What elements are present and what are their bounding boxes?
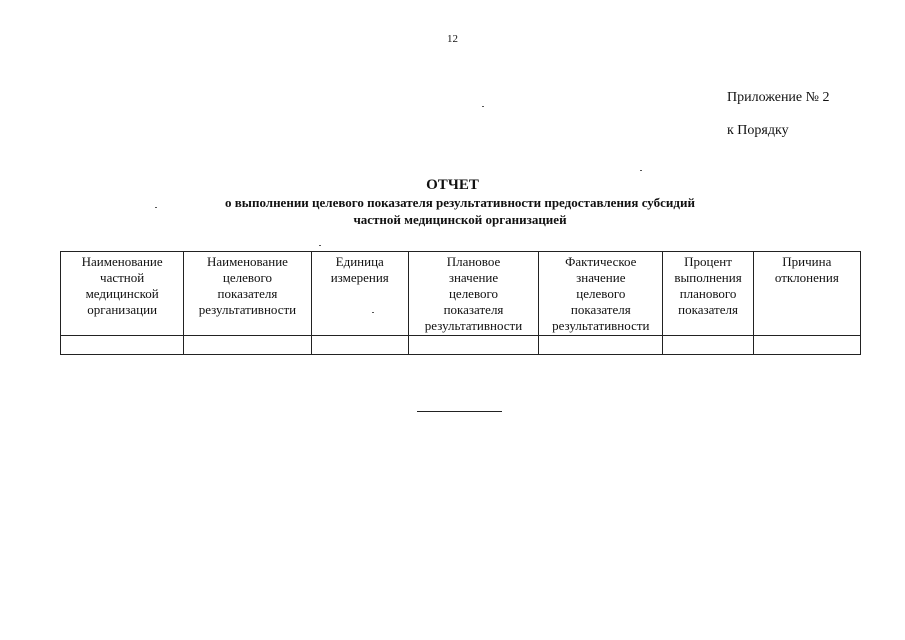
header-cell-indicator-name [184, 252, 311, 336]
scan-speck [319, 245, 321, 246]
report-table [60, 251, 861, 355]
table-cell [408, 336, 538, 355]
table-cell [539, 336, 663, 355]
scan-speck [640, 170, 642, 171]
header-cell-unit [311, 252, 408, 336]
header-line: результативности [552, 318, 650, 333]
header-line: Причина [782, 254, 832, 269]
header-line: измерения [330, 270, 389, 285]
header-line: медицинской [85, 286, 159, 301]
table-cell [61, 336, 184, 355]
header-line: Плановое [446, 254, 501, 269]
table-cell [184, 336, 311, 355]
report-subtitle [0, 194, 905, 228]
header-line: целевого [448, 286, 499, 301]
header-line: Процент [684, 254, 732, 269]
header-line: Наименование [81, 254, 163, 269]
appendix-reference: к Порядку [727, 123, 789, 138]
report-subtitle-line-2: частной медицинской организацией [353, 212, 567, 227]
header-line: целевого [222, 270, 272, 285]
header-line: показателя [678, 302, 738, 317]
appendix-label: Приложение № 2 [727, 90, 830, 105]
closing-rule [417, 411, 502, 412]
report-title: ОТЧЕТ [426, 177, 479, 193]
header-line: Единица [335, 254, 384, 269]
header-line: целевого [576, 286, 626, 301]
report-subtitle-line-1: о выполнении целевого показателя результативности предоставления субсидий [225, 195, 695, 210]
scan-speck [372, 312, 374, 313]
header-line: показателя [217, 286, 278, 301]
header-cell-organization [61, 252, 184, 336]
header-cell-deviation-reason [753, 252, 860, 336]
header-line: выполнения [674, 270, 742, 285]
table-row [61, 336, 861, 355]
header-line: показателя [570, 302, 631, 317]
header-line: значение [448, 270, 499, 285]
header-line: организации [87, 302, 158, 317]
header-cell-completion-percent [663, 252, 753, 336]
header-cell-planned-value [408, 252, 538, 336]
header-line: Фактическое [565, 254, 637, 269]
table-cell [311, 336, 408, 355]
header-line: результативности [198, 302, 297, 317]
header-line: показателя [443, 302, 504, 317]
header-line: Наименование [206, 254, 288, 269]
header-line: значение [576, 270, 626, 285]
scan-speck [155, 207, 157, 208]
header-line: частной [100, 270, 145, 285]
table-cell [753, 336, 860, 355]
header-line: результативности [424, 318, 523, 333]
table-body [61, 336, 861, 355]
header-row [61, 252, 861, 336]
page-number: 12 [447, 33, 458, 45]
header-cell-actual-value [539, 252, 663, 336]
table-cell [663, 336, 753, 355]
header-line: отклонения [774, 270, 839, 285]
scan-speck [482, 106, 484, 107]
header-line: планового [679, 286, 737, 301]
